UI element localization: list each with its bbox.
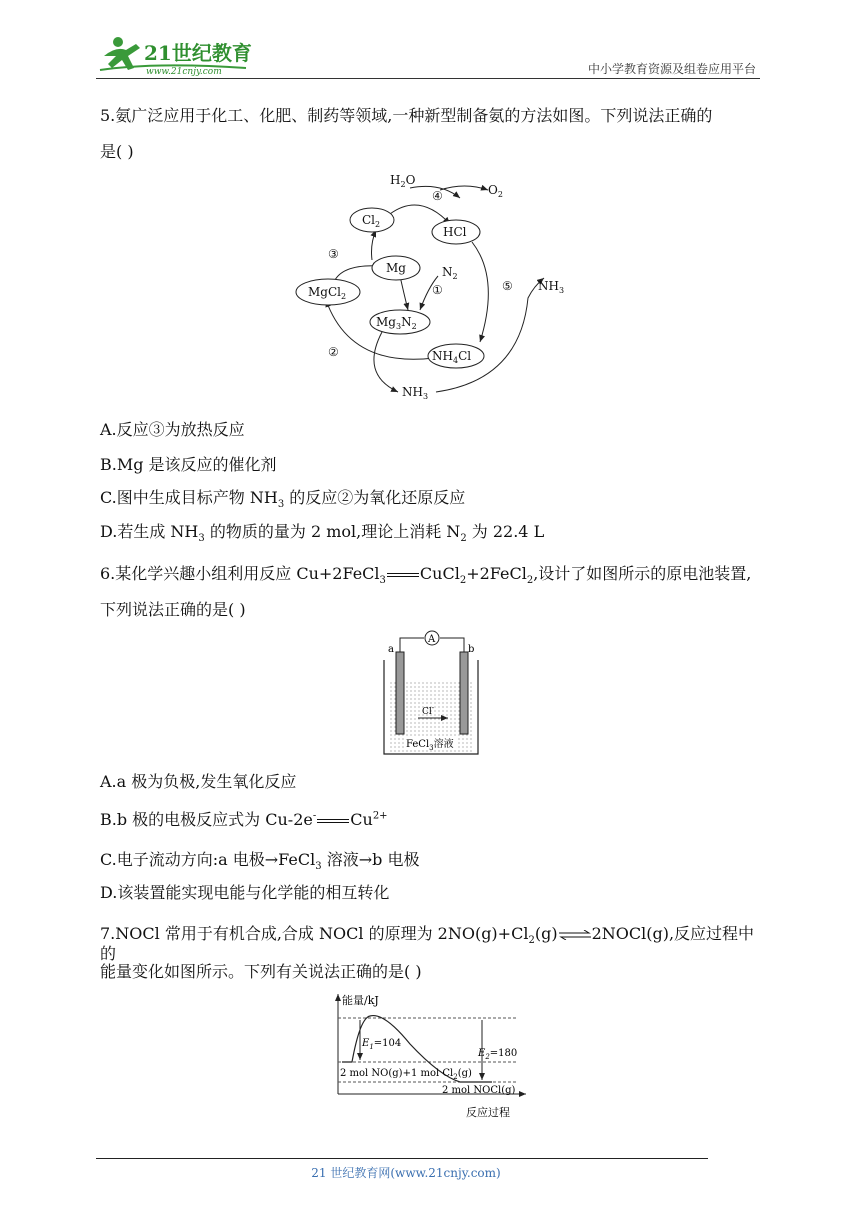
- q5-stem-line1: 5.氨广泛应用于化工、化肥、制药等领域,一种新型制备氨的方法如图。下列说法正确的: [100, 106, 713, 125]
- nh3-right-label: $NH_3$: [538, 279, 565, 295]
- equals-sign-icon: [386, 570, 420, 580]
- q6-option-d: D.该装置能实现电能与化学能的相互转化: [100, 883, 390, 902]
- n2-label: $N_2$: [442, 265, 458, 281]
- site-logo: [96, 34, 266, 80]
- platform-name: 中小学教育资源及组卷应用平台: [587, 62, 756, 76]
- mg-label: Mg: [386, 261, 406, 275]
- equals-sign-icon: [316, 816, 350, 826]
- q7-energy-diagram: [320, 990, 532, 1120]
- runner-logo-icon: [96, 34, 266, 80]
- nh3-bottom-label: $NH_3$: [402, 385, 429, 401]
- x-axis-label: 反应过程: [466, 1106, 510, 1119]
- q5-cycle-diagram: [290, 168, 580, 408]
- solution-label: FeCl$_3$溶液: [406, 739, 454, 752]
- ammeter-label: A: [428, 634, 436, 645]
- q6-option-a: A.a 极为负极,发生氧化反应: [100, 772, 297, 791]
- reactants-label: 2 mol NO(g)+1 mol $Cl_2(g)$: [340, 1068, 472, 1081]
- step-1-label: ①: [432, 283, 443, 297]
- q5-option-d: D.若生成 $NH_3$ 的物质的量为 2 mol,理论上消耗 $N_2$ 为 22.4 L: [100, 522, 545, 545]
- footer-divider: [96, 1158, 708, 1159]
- reversible-arrow-icon: [558, 930, 592, 940]
- step-5-label: ⑤: [502, 279, 513, 293]
- nh4cl-label: $NH_4Cl$: [432, 349, 472, 365]
- y-axis-label: 能量/kJ: [342, 994, 379, 1007]
- q5-option-b: B.Mg 是该反应的催化剂: [100, 455, 277, 474]
- footer-text: 21 世纪教育网(www.21cnjy.com): [311, 1166, 501, 1180]
- e2-label: $E_2=180$: [478, 1048, 518, 1061]
- electrode-b-label: b: [468, 644, 475, 655]
- products-label: 2 mol NOCl(g): [442, 1085, 516, 1096]
- step-4-label: ④: [432, 189, 443, 203]
- hcl-label: HCl: [443, 225, 467, 239]
- step-3-label: ③: [328, 247, 339, 261]
- o2-label: $O_2$: [488, 183, 503, 199]
- header-divider: [96, 78, 760, 79]
- q6-stem-line2: 下列说法正确的是( ): [100, 600, 246, 619]
- chloride-ion-label: Cl-: [422, 704, 435, 717]
- cl2-label: $Cl_2$: [362, 213, 381, 229]
- q7-stem-line1: 7.NOCl 常用于有机合成,合成 NOCl 的原理为 $2NO(g)+Cl_2(g)$ 2NOCl(g),反应过程中的: [100, 924, 755, 963]
- mgcl2-label: MgCl$_2$: [308, 285, 347, 301]
- q6-option-b: B.b 极的电极反应式为 Cu-2e- $Cu^{2+}$: [100, 810, 388, 829]
- q6-option-c: C.电子流动方向:a 电极→FeCl$_3$ 溶液→b 电极: [100, 850, 420, 873]
- e1-label: $E_1=104$: [362, 1038, 402, 1051]
- q6-galvanic-cell-diagram: [378, 630, 484, 758]
- q5-stem-line2: 是( ): [100, 142, 134, 161]
- mg3n2-label: $Mg_3N_2$: [376, 315, 417, 331]
- logo-url-text: www.21cnjy.com: [146, 67, 222, 77]
- electrode-a-label: a: [388, 644, 394, 655]
- step-2-label: ②: [328, 345, 339, 359]
- q5-option-a: A.反应③为放热反应: [100, 420, 245, 439]
- q6-stem-line1: 6.某化学兴趣小组利用反应 Cu+2FeCl$_3$ CuCl$_2$+2FeCl$_2$,设计了如图所示的原电池装置,: [100, 564, 752, 587]
- q5-option-c: C.图中生成目标产物 $NH_3$ 的反应②为氧化还原反应: [100, 488, 466, 511]
- logo-main-text: 21世纪教育: [144, 41, 252, 65]
- h2o-label: $H_2O$: [390, 173, 416, 189]
- q7-stem-line2: 能量变化如图所示。下列有关说法正确的是( ): [100, 962, 422, 981]
